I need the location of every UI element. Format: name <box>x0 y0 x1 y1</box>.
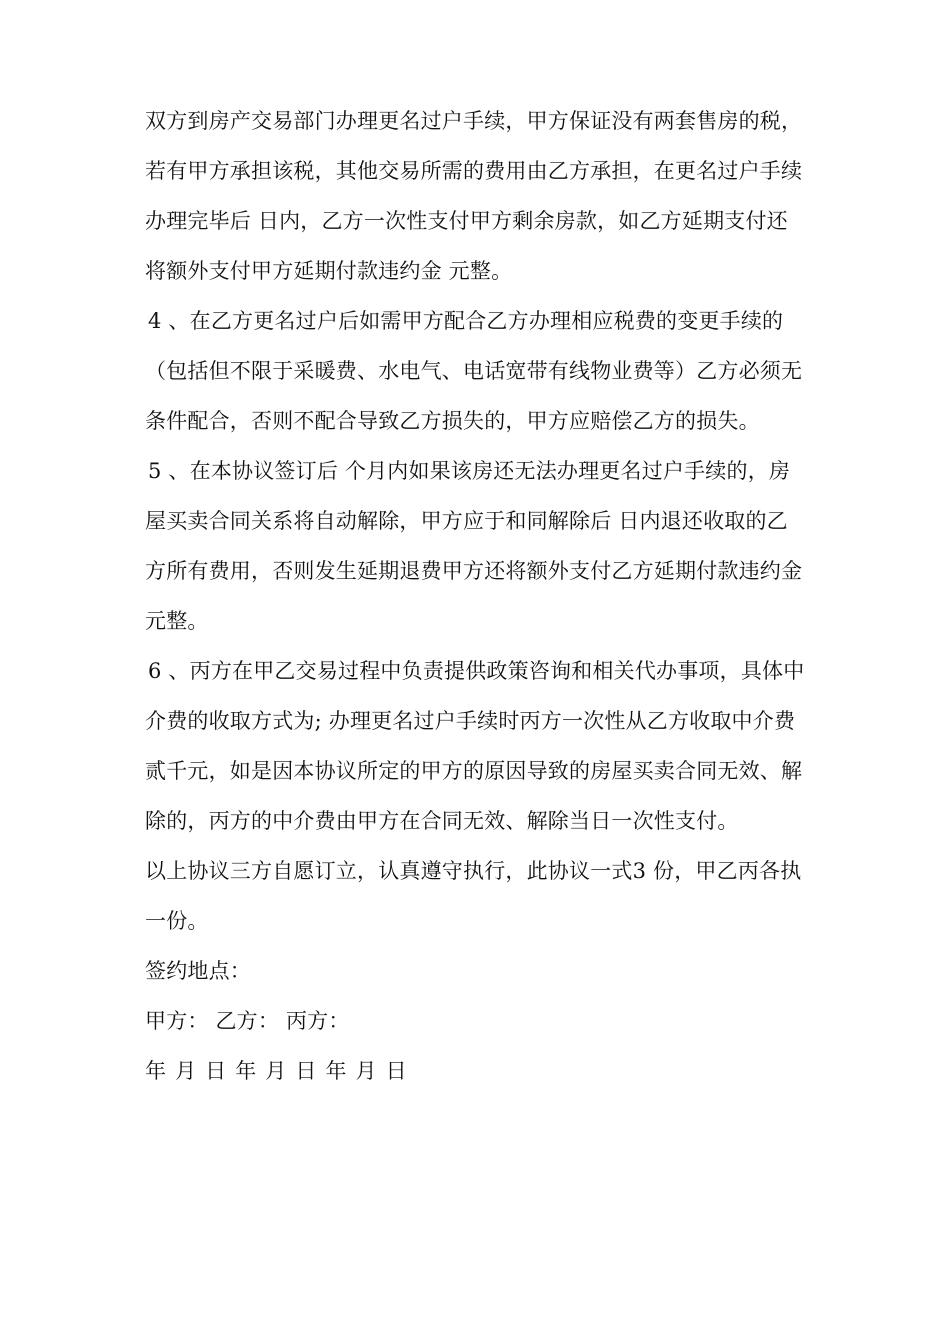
text-line-2: 若有甲方承担该税，其他交易所需的费用由乙方承担，在更名过户手续 <box>145 159 803 183</box>
clause-6-line-4: 除的，丙方的中介费由甲方在合同无效、解除当日一次性支付。 <box>145 809 739 833</box>
clause-5-line-4: 元整。 <box>145 609 209 633</box>
clause-6-line-2: 介费的收取方式为; 办理更名过户手续时丙方一次性从乙方收取中介费 <box>145 709 796 733</box>
clause-5-line-1: 5 、在本协议签订后 个月内如果该房还无法办理更名过户手续的，房 <box>148 459 791 483</box>
signing-dates: 年 月 日 年 月 日 年 月 日 <box>145 1059 408 1083</box>
text-line-4: 将额外支付甲方延期付款违约金 元整。 <box>145 259 513 283</box>
clause-4-line-1: 4 、在乙方更名过户后如需甲方配合乙方办理相应税费的变更手续的 <box>148 309 784 333</box>
closing-line-2: 一份。 <box>145 909 209 933</box>
clause-5-line-2: 屋买卖合同关系将自动解除，甲方应于和同解除后 日内退还收取的乙 <box>145 509 788 533</box>
text-line-3: 办理完毕后 日内，乙方一次性支付甲方剩余房款，如乙方延期支付还 <box>145 209 788 233</box>
clause-6-line-1: 6 、丙方在甲乙交易过程中负责提供政策咨询和相关代办事项，具体中 <box>148 659 805 683</box>
clause-6-line-3: 贰千元，如是因本协议所定的甲方的原因导致的房屋买卖合同无效、解 <box>145 759 803 783</box>
closing-line-1: 以上协议三方自愿订立，认真遵守执行，此协议一式3 份，甲乙丙各执 <box>145 859 802 883</box>
clause-4-line-2: （包括但不限于采暖费、水电气、电话宽带有线物业费等）乙方必须无 <box>145 359 803 383</box>
text-line-1: 双方到房产交易部门办理更名过户手续，甲方保证没有两套售房的税， <box>145 109 803 133</box>
signing-location: 签约地点： <box>145 959 251 983</box>
clause-4-line-3: 条件配合，否则不配合导致乙方损失的，甲方应赔偿乙方的损失。 <box>145 409 760 433</box>
clause-5-line-3: 方所有费用，否则发生延期退费甲方还将额外支付乙方延期付款违约金 <box>145 559 803 583</box>
signing-parties: 甲方： 乙方： 丙方： <box>145 1009 350 1033</box>
